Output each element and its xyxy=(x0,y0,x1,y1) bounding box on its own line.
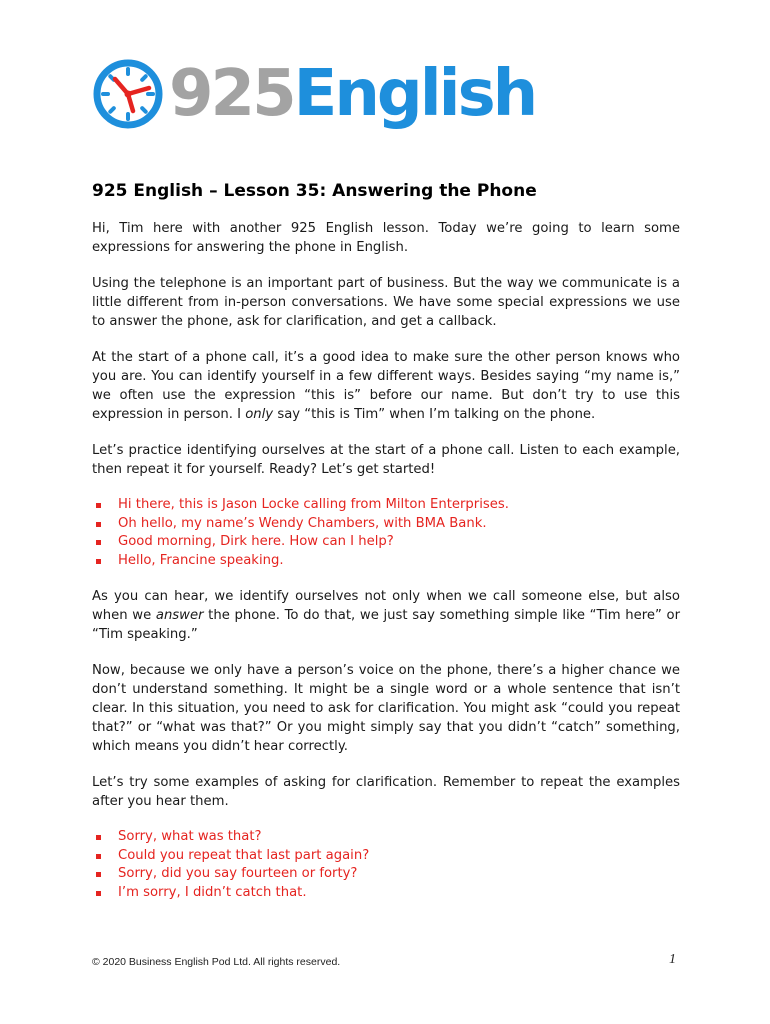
clarification-examples xyxy=(92,828,680,902)
list-item: Sorry, did you say fourteen or forty? xyxy=(92,865,680,884)
bullet-icon xyxy=(96,872,101,877)
bullet-icon xyxy=(96,891,101,896)
list-item: Good morning, Dirk here. How can I help? xyxy=(92,533,680,552)
list-item: Could you repeat that last part again? xyxy=(92,847,680,866)
intro-paragraph: Hi, Tim here with another 925 English lesson. Today we’re going to learn some expressions for answering the phone in English. xyxy=(92,221,680,255)
bullet-icon xyxy=(96,559,101,564)
telephone-paragraph: Using the telephone is an important part of business. But the way we communicate is a little different from in-person conversations. We have some special expressions we use to answer the phone, ask for clarification, and get a callback. xyxy=(92,276,680,329)
clarification-paragraph: Now, because we only have a person’s voice on the phone, there’s a higher chance we don’t understand something. It might be a single word or a whole sentence that isn’t clear. In this situation, you need to ask for clarification. You might ask “could you repeat that?” or “what was that?” Or you might simply say that you didn’t “catch” something, which means you didn’t hear correctly. xyxy=(92,663,680,754)
identify-paragraph: At the start of a phone call, it’s a good idea to make sure the other person knows who you are. You can identify yourself in a few different ways. Besides saying “my name is,” we often use the expression “this is” before our name. But don’t try to use this expression in person. I only say “this is Tim” when I’m talking on the phone. xyxy=(92,350,680,422)
list-item: Oh hello, my name’s Wendy Chambers, with BMA Bank. xyxy=(92,515,680,534)
list-item: Hello, Francine speaking. xyxy=(92,552,680,571)
practice-paragraph: Let’s practice identifying ourselves at the start of a phone call. Listen to each example, then repeat it for yourself. Ready? Let’s get started! xyxy=(92,443,680,477)
logo-number: 925 xyxy=(169,57,294,131)
clarification-practice-paragraph: Let’s try some examples of asking for clarification. Remember to repeat the examples after you hear them. xyxy=(92,775,680,809)
bullet-icon xyxy=(96,835,101,840)
list-item: Sorry, what was that? xyxy=(92,828,680,847)
list-item: I’m sorry, I didn’t catch that. xyxy=(92,884,680,903)
bullet-icon xyxy=(96,522,101,527)
logo xyxy=(91,54,535,134)
lesson-content xyxy=(92,180,680,919)
clock-icon xyxy=(91,57,165,131)
copyright-footer: © 2020 Business English Pod Ltd. All rights reserved. xyxy=(92,956,341,968)
page-number: 1 xyxy=(669,952,676,967)
bullet-icon xyxy=(96,854,101,859)
logo-word: English xyxy=(293,57,536,131)
bullet-icon xyxy=(96,540,101,545)
bullet-icon xyxy=(96,503,101,508)
identification-examples xyxy=(92,496,680,570)
logo-text xyxy=(169,54,535,134)
lesson-title: 925 English – Lesson 35: Answering the Phone xyxy=(92,181,537,201)
list-item: Hi there, this is Jason Locke calling from Milton Enterprises. xyxy=(92,496,680,515)
answer-paragraph: As you can hear, we identify ourselves not only when we call someone else, but also when we answer the phone. To do that, we just say something simple like “Tim here” or “Tim speaking.” xyxy=(92,589,680,642)
